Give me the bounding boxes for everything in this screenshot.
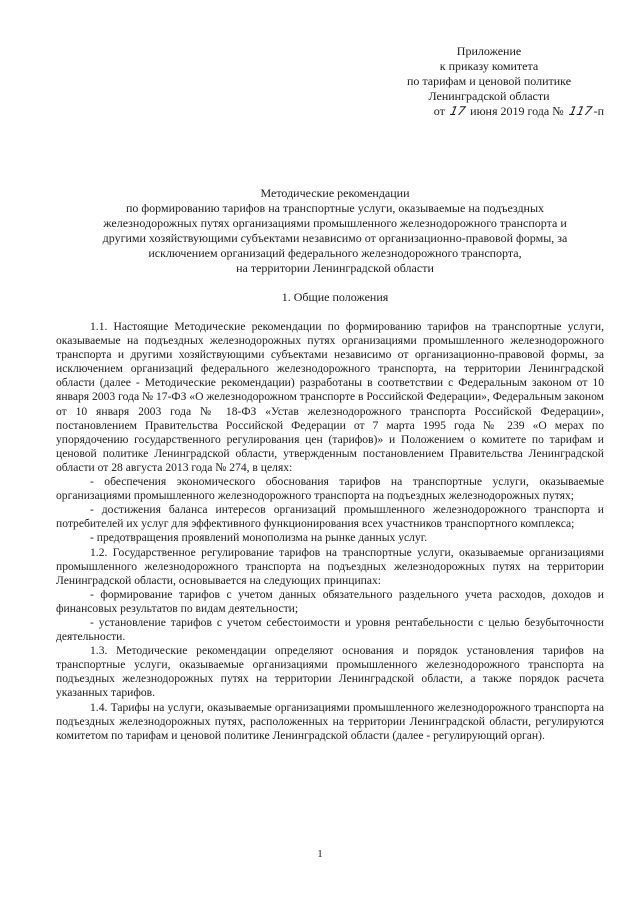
title-subtitle-line: на территории Ленинградской области	[236, 261, 434, 275]
title-subtitle-line: другими хозяйствующими субъектами независимо от организационно-правовой формы, за	[102, 231, 568, 245]
list-item: - достижения баланса интересов организаций промышленного железнодорожного транспорта и потребителей их услуг для эффективного функционирования всех участников транспортного комплекса;	[56, 503, 604, 531]
date-prefix: от	[433, 104, 445, 118]
paragraph-1-3: 1.3. Методические рекомендации определяют основания и порядок установления тарифов на транспортные услуги, оказываемые организациями промышленного железнодорожного транспорта на подъездных железнодорожных путях на территории Ленинградской области, а также порядок расчета указанных тарифов.	[56, 644, 604, 700]
list-item: - обеспечения экономического обоснования тарифов на транспортные услуги, оказываемые организациями промышленного железнодорожного транспорта на подъездных железнодорожных путях;	[56, 475, 604, 503]
paragraph-1-4: 1.4. Тарифы на услуги, оказываемые организациями промышленного железнодорожного транспорта на подъездных железнодорожных путях, расположенных на территории Ленинградской области, регулируются комитетом по тарифам и ценовой политике Ленинградской области (далее - регулирующий орган).	[56, 700, 604, 742]
handwritten-day: 17	[448, 104, 467, 118]
list-item: - предотвращения проявлений монополизма на рынке данных услуг.	[90, 531, 428, 545]
order-suffix: -п	[593, 104, 604, 118]
appendix-date-line	[374, 104, 604, 119]
appendix-committee: по тарифам и ценовой политике	[406, 74, 572, 88]
appendix-label: Приложение	[456, 44, 522, 58]
page-number: 1	[317, 848, 323, 860]
handwritten-order-number: 117	[567, 104, 594, 118]
paragraph-1-2: 1.2. Государственное регулирование тарифов на транспортные услуги, оказываемые организациями промышленного железнодорожного транспорта на подъездных железнодорожных путях на территории Ленинградской области, основывается на следующих принципах:	[56, 545, 604, 587]
title-subtitle-line: исключением организаций федерального железнодорожного транспорта,	[148, 246, 522, 260]
title-heading: Методические рекомендации	[260, 186, 410, 200]
title-subtitle-line: по формированию тарифов на транспортные услуги, оказываемые на подъездных	[125, 201, 545, 215]
appendix-header	[374, 44, 604, 119]
list-item: - установление тарифов с учетом себестоимости и уровня рентабельности с целью безубыточности деятельности.	[56, 615, 604, 644]
date-rest: июня 2019 года №	[470, 104, 564, 118]
document-title	[100, 186, 570, 276]
title-subtitle-line: железнодорожных путях организациями промышленного железнодорожного транспорта и	[103, 216, 567, 230]
appendix-order-ref: к приказу комитета	[439, 59, 539, 73]
paragraph-1-1: 1.1. Настоящие Методические рекомендации по формированию тарифов на транспортные услуги, оказываемые на подъездных железнодорожных путях организациями промышленного железнодорожного транспорта и другими хозяйствующими субъектами независимо от организационно-правовой формы, за исключением организаций федерального железнодорожного транспорта, на территории Ленинградской области (далее - Методические рекомендации) разработаны в соответствии с Федеральным законом от 10 января 2003 года № 17-ФЗ «О железнодорожном транспорте в Российской Федерации», Федеральным законом от 10 января 2003 года № 18-ФЗ «Устав железнодорожного транспорта Российской Федерации», постановлением Правительства Российской Федерации от 7 марта 1995 года № 239 «О мерах по упорядочению государственного регулирования цен (тарифов)» и Положением о комитете по тарифам и ценовой политике Ленинградской области, утвержденным постановлением Правительства Ленинградской области от 28 августа 2013 года № 274, в целях:	[56, 320, 604, 474]
section-heading: 1. Общие положения	[281, 290, 389, 304]
list-item: - формирование тарифов с учетом данных обязательного раздельного учета расходов, доходов и финансовых результатов по видам деятельности;	[56, 587, 604, 615]
document-body	[56, 320, 604, 743]
appendix-region: Ленинградской области	[428, 89, 550, 103]
